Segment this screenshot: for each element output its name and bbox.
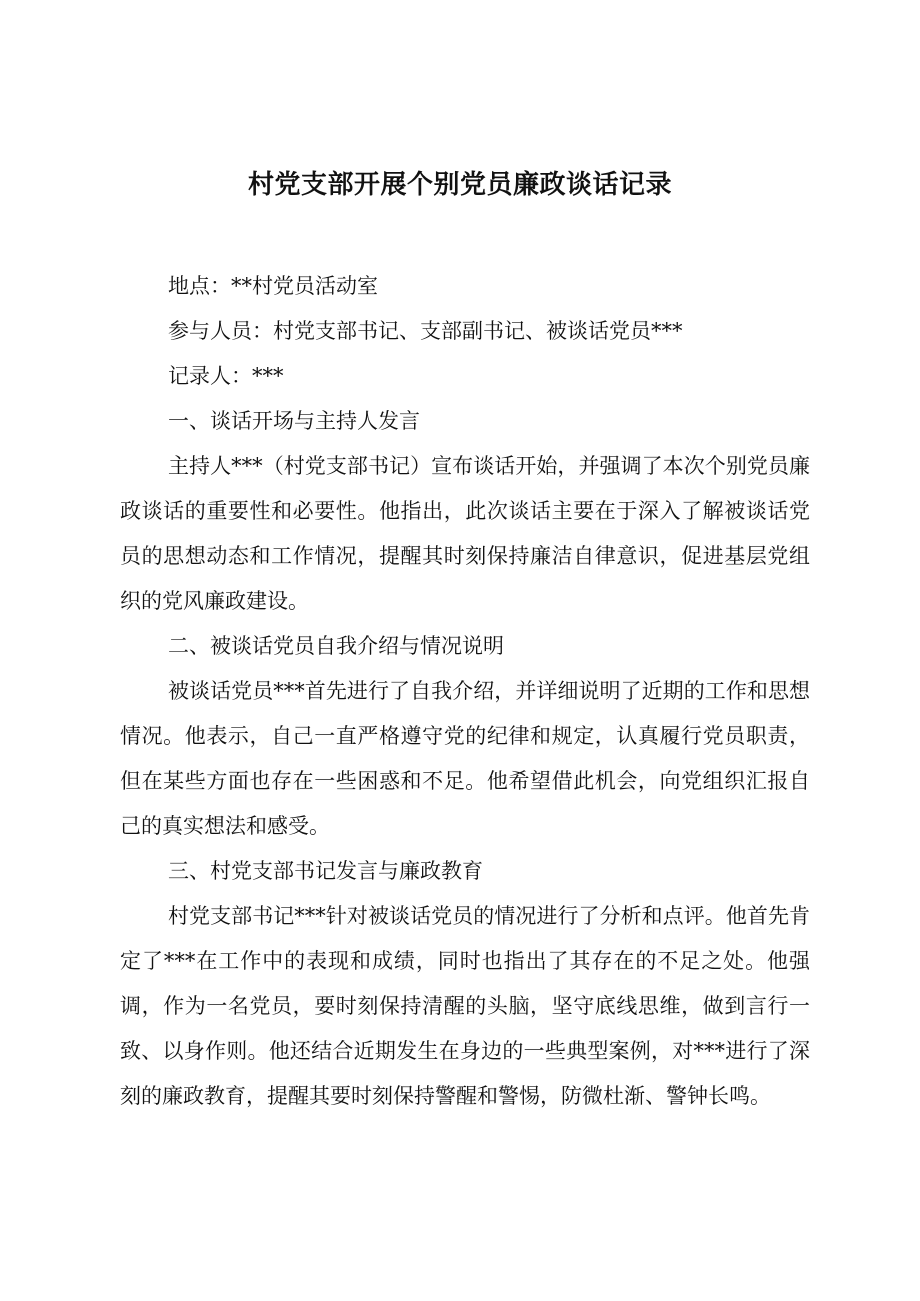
- meta-participants: 参与人员：村党支部书记、支部副书记、被谈话党员***: [168, 319, 683, 343]
- document-body: [120, 264, 810, 1119]
- section-1-heading: 一、谈话开场与主持人发言: [168, 409, 420, 433]
- section-3-heading: 三、村党支部书记发言与廉政教育: [168, 859, 483, 883]
- section-2-heading: 二、被谈话党员自我介绍与情况说明: [168, 634, 504, 658]
- meta-recorder: 记录人：***: [168, 364, 284, 388]
- section-2-body: 被谈话党员***首先进行了自我介绍，并详细说明了近期的工作和思想情况。他表示，自己一直严格遵守党的纪律和规定，认真履行党员职责，但在某些方面也存在一些困惑和不足。他希望借此机会，向党组织汇报自己的真实想法和感受。: [120, 679, 810, 838]
- document-title: 村党支部开展个别党员廉政谈话记录: [247, 170, 672, 200]
- section-1-body: 主持人***（村党支部书记）宣布谈话开始，并强调了本次个别党员廉政谈话的重要性和必要性。他指出，此次谈话主要在于深入了解被谈话党员的思想动态和工作情况，提醒其时刻保持廉洁自律意识，促进基层党组织的党风廉政建设。: [120, 454, 810, 613]
- meta-location: 地点：**村党员活动室: [168, 274, 378, 298]
- section-3-body: 村党支部书记***针对被谈话党员的情况进行了分析和点评。他首先肯定了***在工作中的表现和成绩，同时也指出了其存在的不足之处。他强调，作为一名党员，要时刻保持清醒的头脑，坚守底线思维，做到言行一致、以身作则。他还结合近期发生在身边的一些典型案例，对***进行了深刻的廉政教育，提醒其要时刻保持警醒和警惕，防微杜渐、警钟长鸣。: [120, 904, 810, 1108]
